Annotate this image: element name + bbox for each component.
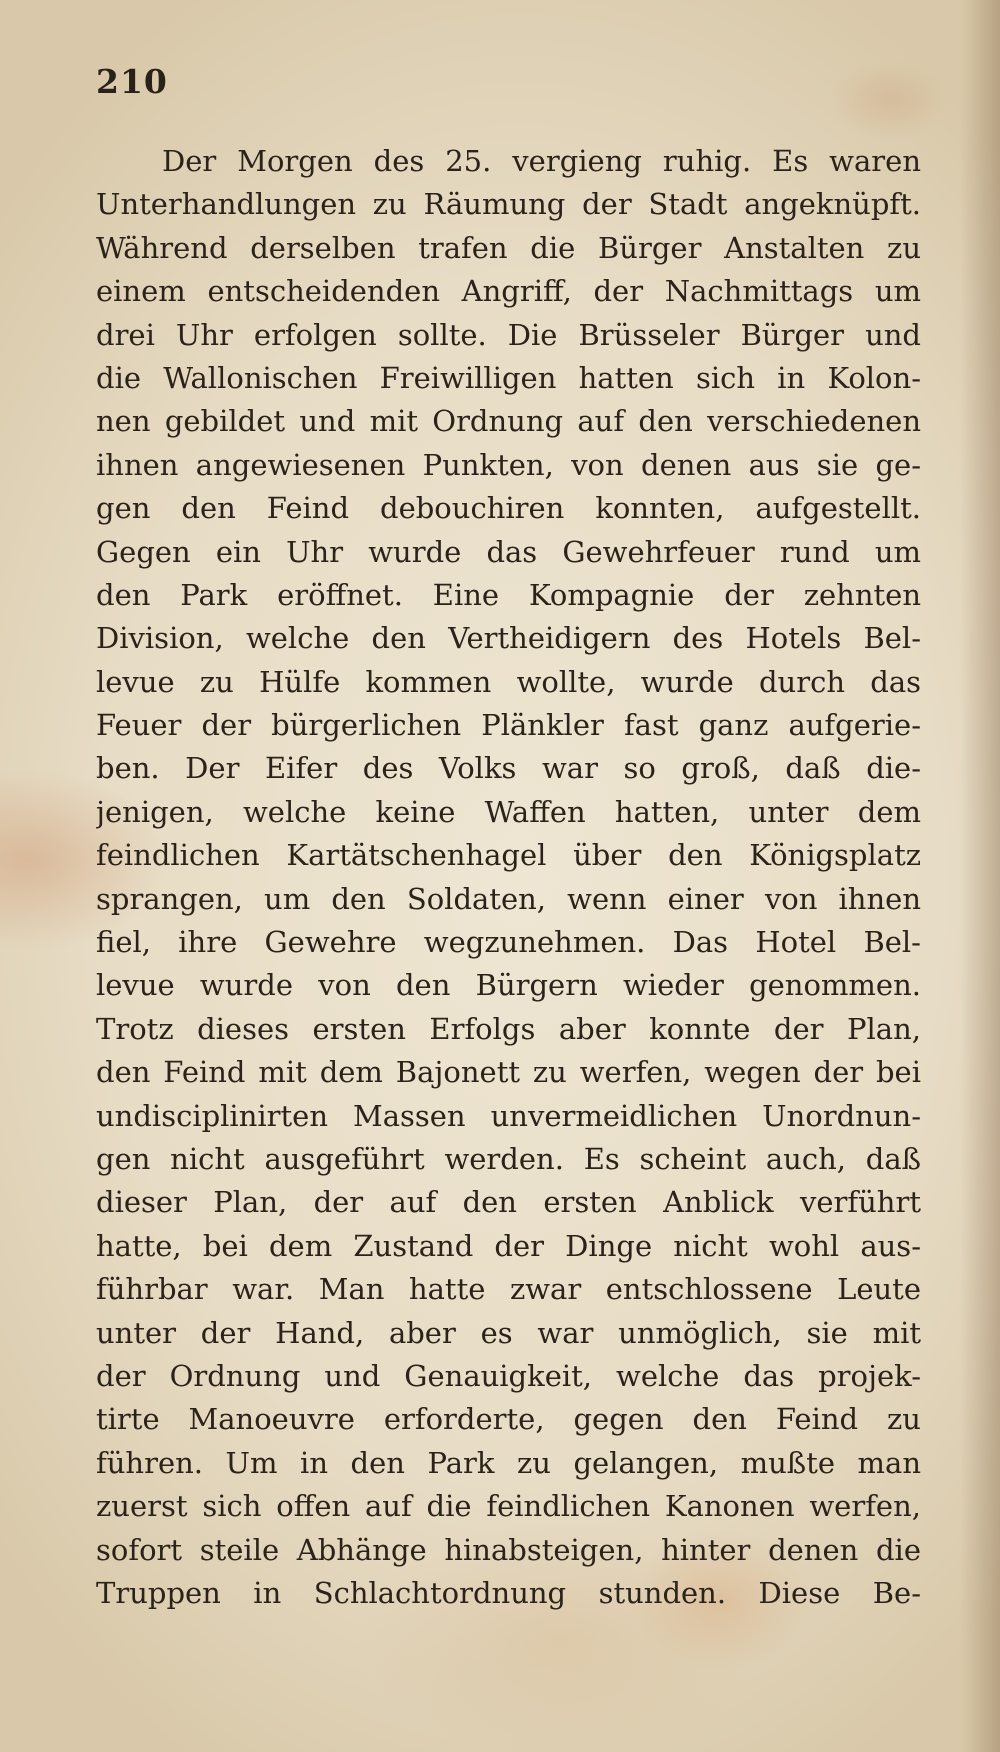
- text-line: hatte, bei dem Zustand der Dinge nicht wohl aus-: [96, 1228, 921, 1263]
- text-line: levue wurde von den Bürgern wieder genommen.: [96, 968, 921, 1003]
- text-line: den Feind mit dem Bajonett zu werfen, wegen der bei: [96, 1055, 921, 1090]
- text-line: ben. Der Eifer des Volks war so groß, daß die-: [96, 751, 921, 786]
- text-line: den Park eröffnet. Eine Kompagnie der zehnten: [96, 577, 921, 612]
- text-line: der Ordnung und Genauigkeit, welche das projek-: [96, 1358, 921, 1393]
- text-line: Trotz dieses ersten Erfolgs aber konnte der Plan,: [96, 1011, 921, 1046]
- text-line: einem entscheidenden Angriff, der Nachmittags um: [96, 274, 921, 309]
- text-line: Gegen ein Uhr wurde das Gewehrfeuer rund um: [96, 534, 921, 569]
- text-line: die Wallonischen Freiwilligen hatten sich in Kolon-: [96, 360, 921, 395]
- text-line: gen nicht ausgeführt werden. Es scheint auch, daß: [96, 1141, 921, 1176]
- text-line: gen den Feind debouchiren konnten, aufgestellt.: [96, 491, 921, 526]
- text-line: feindlichen Kartätschenhagel über den Königsplatz: [96, 838, 921, 873]
- text-line: Division, welche den Vertheidigern des Hotels Bel-: [96, 621, 921, 656]
- text-line: Truppen in Schlachtordnung stunden. Diese Be-: [96, 1575, 921, 1610]
- text-line: sofort steile Abhänge hinabsteigen, hinter denen die: [96, 1532, 921, 1567]
- text-line: drei Uhr erfolgen sollte. Die Brüsseler Bürger und: [96, 317, 921, 352]
- text-line: undisciplinirten Massen unvermeidlichen Unordnun-: [96, 1098, 921, 1133]
- text-line: unter der Hand, aber es war unmöglich, sie mit: [96, 1315, 921, 1350]
- text-line: führen. Um in den Park zu gelangen, mußte man: [96, 1445, 921, 1480]
- page-number: 210: [96, 62, 168, 101]
- body-text: [96, 140, 921, 1615]
- text-line: jenigen, welche keine Waffen hatten, unter dem: [96, 794, 921, 829]
- text-line: nen gebildet und mit Ordnung auf den verschiedenen: [96, 404, 921, 439]
- text-line: sprangen, um den Soldaten, wenn einer von ihnen: [96, 881, 921, 916]
- text-line: Feuer der bürgerlichen Plänkler fast ganz aufgerie-: [96, 708, 921, 743]
- text-line: dieser Plan, der auf den ersten Anblick verführt: [96, 1185, 921, 1220]
- text-line: führbar war. Man hatte zwar entschlossene Leute: [96, 1272, 921, 1307]
- text-line: tirte Manoeuvre erforderte, gegen den Feind zu: [96, 1402, 921, 1437]
- text-line: zuerst sich offen auf die feindlichen Kanonen werfen,: [96, 1489, 921, 1524]
- text-line: levue zu Hülfe kommen wollte, wurde durch das: [96, 664, 921, 699]
- text-line: Unterhandlungen zu Räumung der Stadt angeknüpft.: [96, 187, 921, 222]
- text-line: fiel, ihre Gewehre wegzunehmen. Das Hotel Bel-: [96, 925, 921, 960]
- text-line: ihnen angewiesenen Punkten, von denen aus sie ge-: [96, 447, 921, 482]
- text-line: Der Morgen des 25. vergieng ruhig. Es waren: [162, 144, 921, 178]
- text-line: Während derselben trafen die Bürger Anstalten zu: [96, 230, 921, 265]
